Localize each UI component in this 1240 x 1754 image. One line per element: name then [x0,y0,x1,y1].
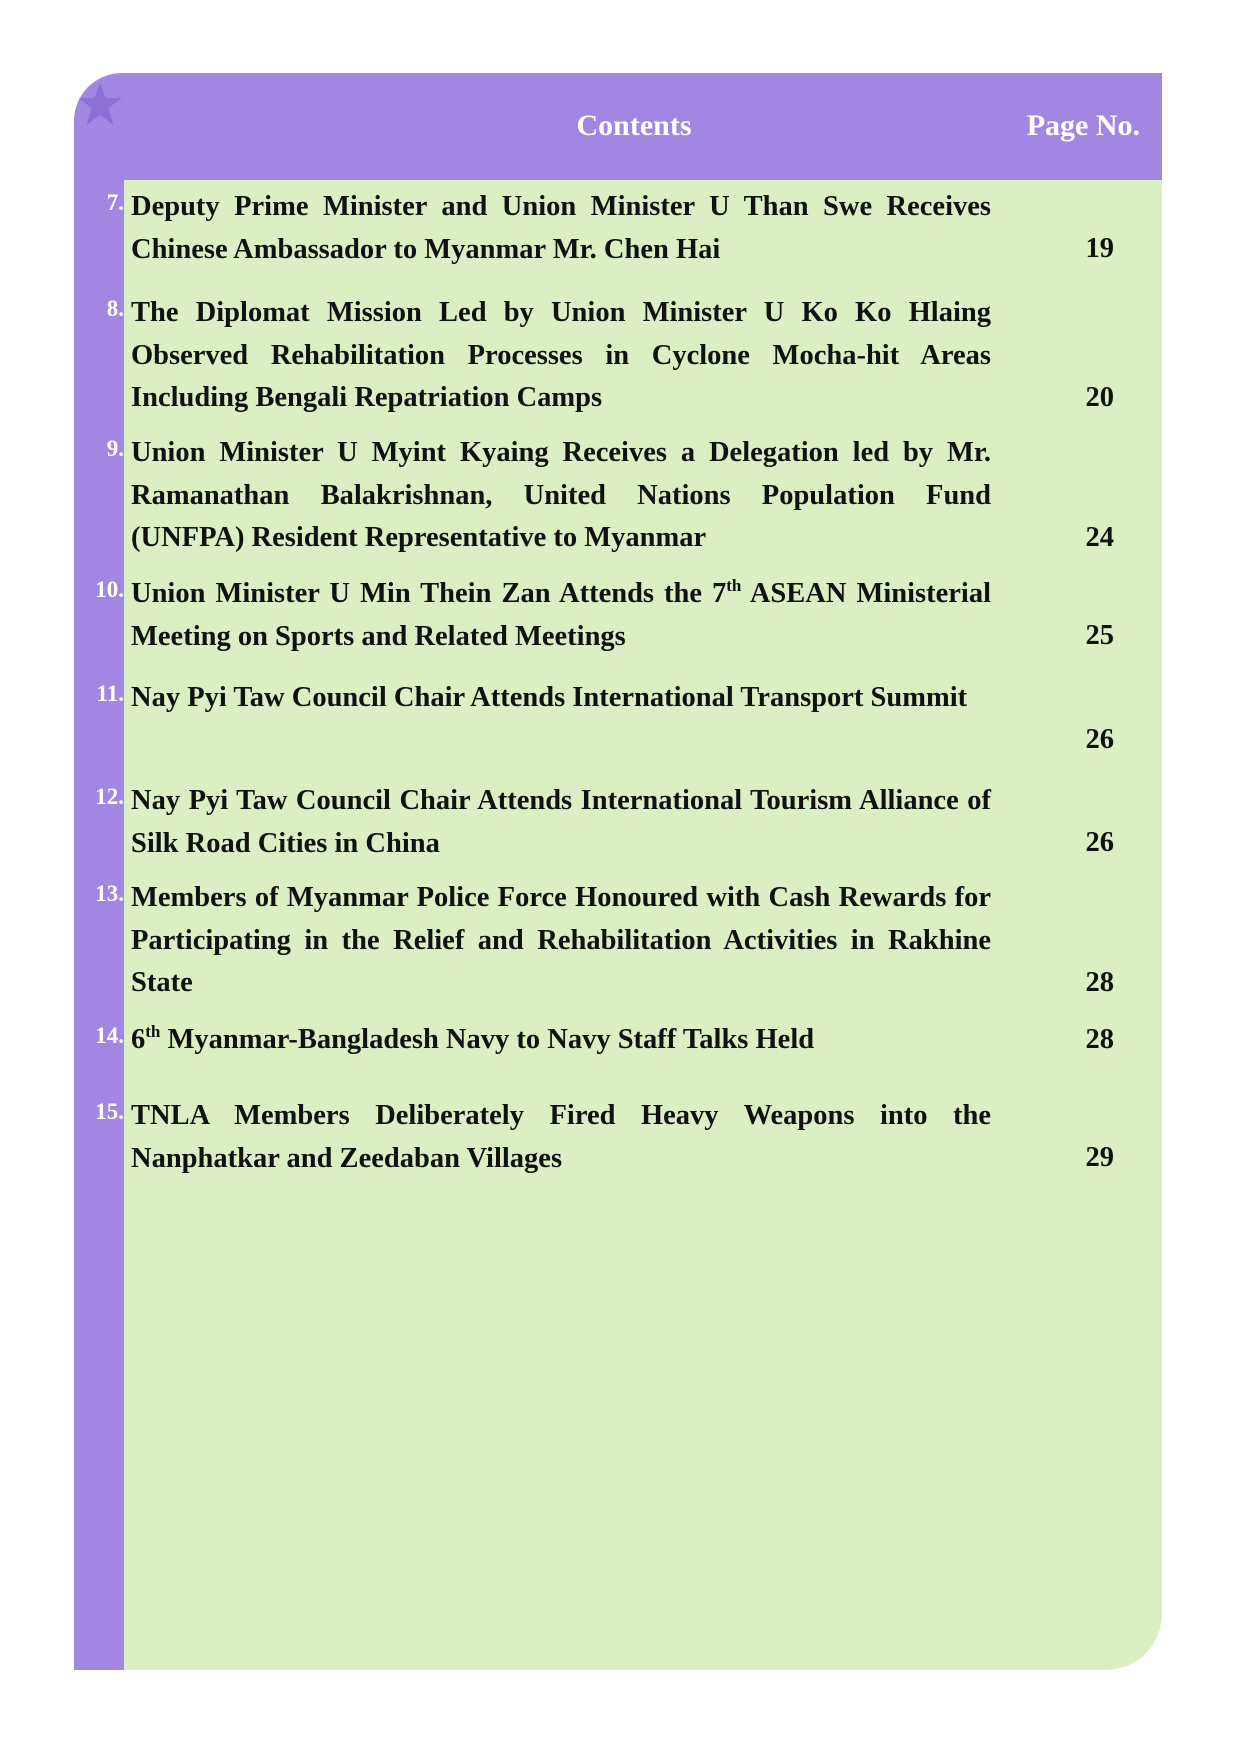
entry-title[interactable]: Members of Myanmar Police Force Honoured with Cash Rewards for Participating in the Relief and Rehabilitation Activities in Rakhine State [131,882,991,998]
entry-title[interactable]: The Diplomat Mission Led by Union Minister U Ko Ko Hlaing Observed Rehabilitation Processes in Cyclone Mocha-hit Areas Including Bengali Repatriation Camps [131,297,991,413]
entry-page: 24 [1085,522,1114,553]
entry-number: 8. [106,296,124,321]
contents-panel [74,73,1162,1670]
entry-page: 20 [1085,382,1114,413]
entry-title[interactable]: Union Minister U Myint Kyaing Receives a Delegation led by Mr. Ramanathan Balakrishnan, United Nations Population Fund (UNFPA) Resident Representative to Myanmar [131,437,991,553]
entry-page: 28 [1085,1024,1114,1055]
entry-title[interactable]: Nay Pyi Taw Council Chair Attends International Transport Summit [131,682,968,713]
entry-title[interactable] [131,573,991,658]
star-icon [77,81,123,127]
entry-title-part: ASEAN Ministerial Meeting on Sports and Related Meetings [131,578,991,652]
entry-number: 7. [106,190,124,215]
entry-page: 19 [1085,233,1114,264]
entry-title-part: Myanmar-Bangladesh Navy to Navy Staff Talks Held [160,1024,815,1055]
entry-title[interactable]: TNLA Members Deliberately Fired Heavy Weapons into the Nanphatkar and Zeedaban Villages [131,1100,991,1174]
entry-number: 10. [95,577,124,602]
entry-page: 28 [1085,967,1114,998]
page-no-heading: Page No. [1026,109,1140,142]
entry-number: 13. [95,881,124,906]
entry-number: 11. [96,681,124,706]
entry-number: 12. [95,784,124,809]
entry-number: 15. [95,1099,124,1124]
entry-page: 29 [1085,1142,1114,1173]
ordinal-suffix: th [726,576,742,595]
contents-heading: Contents [576,109,692,142]
entry-page: 25 [1085,620,1114,651]
entry-title[interactable] [131,1019,991,1062]
entry-page: 26 [1085,724,1114,755]
entry-title[interactable]: Deputy Prime Minister and Union Minister U Than Swe Receives Chinese Ambassador to Myanmar Mr. Chen Hai [131,191,991,265]
entry-number: 9. [106,436,124,461]
entry-page: 26 [1085,827,1114,858]
entry-title[interactable]: Nay Pyi Taw Council Chair Attends International Tourism Alliance of Silk Road Cities in China [131,785,991,859]
ordinal-suffix: th [145,1022,161,1041]
entry-title-part: 6 [131,1024,146,1055]
entry-title-part: Union Minister U Min Thein Zan Attends the 7 [131,578,727,609]
entry-number: 14. [95,1023,124,1048]
